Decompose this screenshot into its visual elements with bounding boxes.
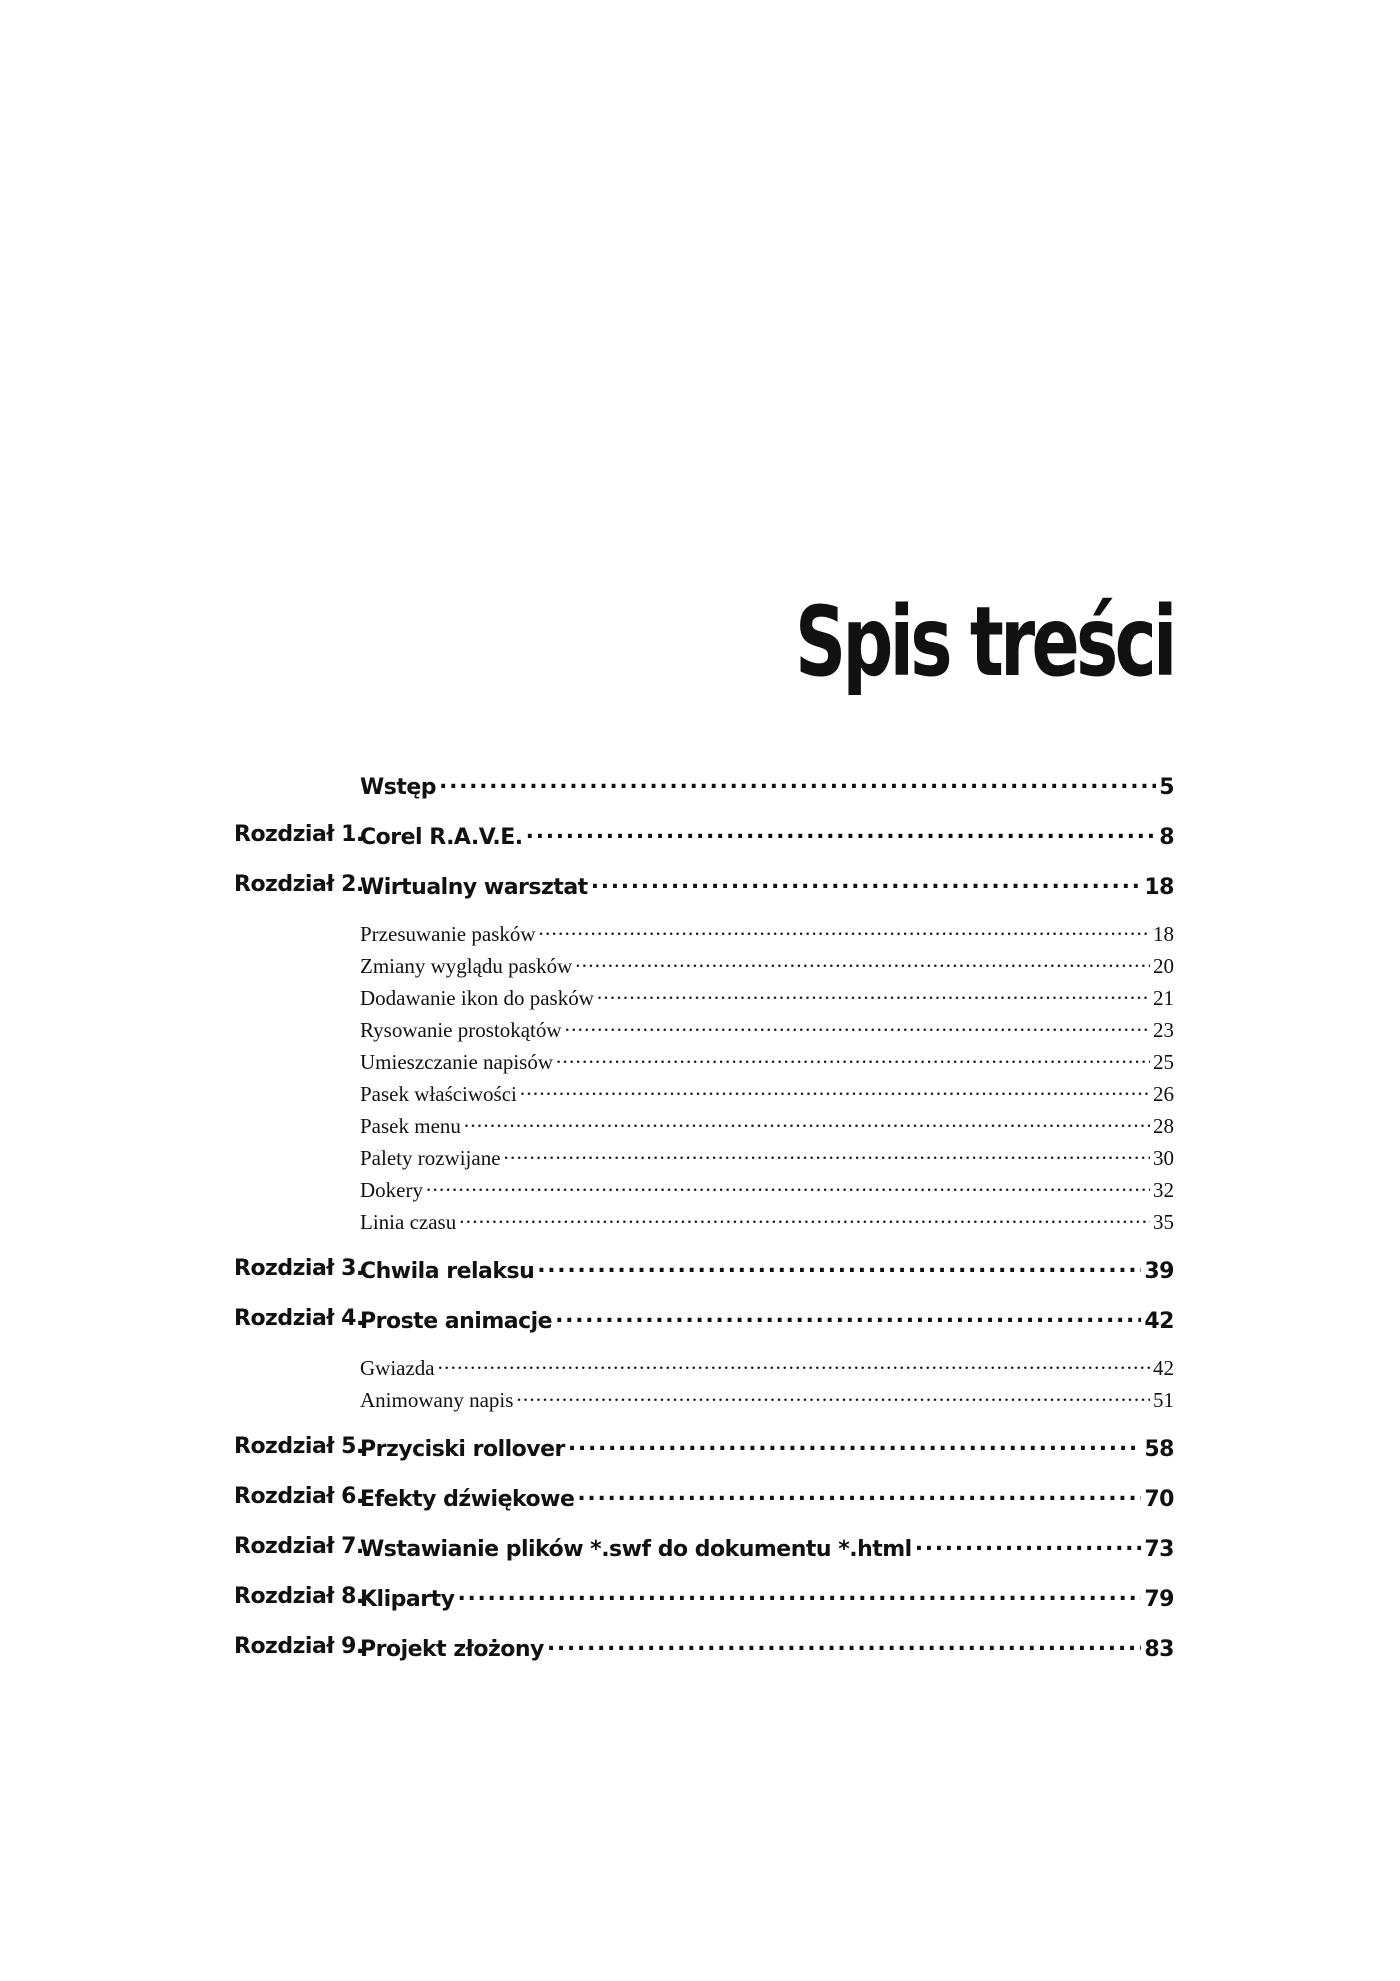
toc-entry-title: Zmiany wyglądu pasków xyxy=(360,954,573,978)
dot-leader xyxy=(520,1080,1150,1101)
toc-page-number: 58 xyxy=(1144,1437,1174,1462)
toc-entry-title: Pasek właściwości xyxy=(360,1082,517,1106)
toc-chapter-number: Rozdział 8. xyxy=(234,1584,364,1609)
toc-page-number: 70 xyxy=(1144,1487,1174,1512)
toc-page-number: 20 xyxy=(1153,954,1174,978)
dot-leader xyxy=(504,1144,1150,1165)
dot-leader xyxy=(597,984,1150,1005)
toc-chapter-entry[interactable] xyxy=(360,1306,1174,1334)
toc-page-number: 30 xyxy=(1153,1146,1174,1170)
toc-page-number: 5 xyxy=(1159,775,1174,800)
toc-section-entry[interactable] xyxy=(360,1386,1174,1413)
toc-chapter-entry[interactable] xyxy=(360,1256,1174,1284)
toc-chapter-number: Rozdział 9. xyxy=(234,1634,364,1659)
dot-leader xyxy=(438,1354,1150,1375)
dot-leader xyxy=(547,1634,1142,1656)
dot-leader xyxy=(526,822,1157,844)
toc-page-number: 42 xyxy=(1144,1309,1174,1334)
toc-section-entry[interactable] xyxy=(360,920,1174,947)
toc-chapter-number: Rozdział 2. xyxy=(234,872,364,897)
toc-page-number: 35 xyxy=(1153,1210,1174,1234)
toc-page-number: 18 xyxy=(1144,875,1174,900)
dot-leader xyxy=(439,772,1156,794)
dot-leader xyxy=(591,872,1142,894)
dot-leader xyxy=(568,1434,1141,1456)
toc-entry-title: Rysowanie prostokątów xyxy=(360,1018,562,1042)
toc-page-number: 25 xyxy=(1153,1050,1174,1074)
dot-leader xyxy=(457,1584,1141,1606)
dot-leader xyxy=(565,1016,1150,1037)
toc-entry-title: Przesuwanie pasków xyxy=(360,922,536,946)
toc-section-entry[interactable] xyxy=(360,1144,1174,1171)
toc-chapter-entry[interactable] xyxy=(360,872,1174,900)
toc-chapter-entry[interactable] xyxy=(360,1534,1174,1562)
toc-entry-title: Corel R.A.V.E. xyxy=(360,825,523,850)
toc-chapter-number: Rozdział 5. xyxy=(234,1434,364,1459)
dot-leader xyxy=(426,1176,1150,1197)
dot-leader xyxy=(915,1534,1142,1556)
toc-chapter-entry[interactable] xyxy=(360,1634,1174,1662)
dot-leader xyxy=(556,1048,1150,1069)
toc-entry-title: Umieszczanie napisów xyxy=(360,1050,554,1074)
dot-leader xyxy=(539,920,1150,941)
toc-page-number: 8 xyxy=(1159,825,1174,850)
toc-page-number: 26 xyxy=(1153,1082,1174,1106)
page-title: Spis treści xyxy=(795,586,1174,698)
toc-page-number: 32 xyxy=(1153,1178,1174,1202)
toc-entry-title: Efekty dźwiękowe xyxy=(360,1487,575,1512)
toc-chapter-number: Rozdział 3. xyxy=(234,1256,364,1281)
toc-chapter-entry[interactable] xyxy=(360,1434,1174,1462)
toc-chapter-number: Rozdział 6. xyxy=(234,1484,364,1509)
dot-leader xyxy=(516,1386,1150,1407)
toc-entry-title: Chwila relaksu xyxy=(360,1259,535,1284)
dot-leader xyxy=(464,1112,1150,1133)
dot-leader xyxy=(575,952,1150,973)
toc-page-number: 42 xyxy=(1153,1356,1174,1380)
toc-entry-title: Dokery xyxy=(360,1178,423,1202)
toc-section-entry[interactable] xyxy=(360,1112,1174,1139)
toc-entry-title: Wstawianie plików *.swf do dokumentu *.html xyxy=(360,1537,912,1562)
toc-page-number: 18 xyxy=(1153,922,1174,946)
toc-chapter-entry[interactable] xyxy=(360,1484,1174,1512)
toc-entry-title: Linia czasu xyxy=(360,1210,457,1234)
toc-chapter-number: Rozdział 1. xyxy=(234,822,364,847)
toc-entry-title: Wstęp xyxy=(360,775,437,800)
toc-entry-title: Dodawanie ikon do pasków xyxy=(360,986,594,1010)
toc-entry-title: Wirtualny warsztat xyxy=(360,875,588,900)
toc-section-entry[interactable] xyxy=(360,1354,1174,1381)
toc-page-number: 83 xyxy=(1144,1637,1174,1662)
toc-entry-title: Projekt złożony xyxy=(360,1637,544,1662)
toc-entry-title: Proste animacje xyxy=(360,1309,553,1334)
toc-section-entry[interactable] xyxy=(360,952,1174,979)
toc-page-number: 39 xyxy=(1144,1259,1174,1284)
toc-chapter-entry[interactable] xyxy=(360,822,1174,850)
toc-page-number: 28 xyxy=(1153,1114,1174,1138)
toc-page-number: 23 xyxy=(1153,1018,1174,1042)
dot-leader xyxy=(537,1256,1141,1278)
toc-chapter-entry[interactable] xyxy=(360,1584,1174,1612)
dot-leader xyxy=(459,1208,1150,1229)
dot-leader xyxy=(577,1484,1141,1506)
toc-entry-title: Animowany napis xyxy=(360,1388,514,1412)
toc-entry-title: Kliparty xyxy=(360,1587,455,1612)
toc-chapter-entry[interactable] xyxy=(360,772,1174,800)
toc-section-entry[interactable] xyxy=(360,1176,1174,1203)
toc-section-entry[interactable] xyxy=(360,1080,1174,1107)
toc-entry-title: Przyciski rollover xyxy=(360,1437,565,1462)
toc-page-number: 73 xyxy=(1144,1537,1174,1562)
toc-chapter-number: Rozdział 4. xyxy=(234,1306,364,1331)
toc-section-entry[interactable] xyxy=(360,1048,1174,1075)
toc-entry-title: Gwiazda xyxy=(360,1356,435,1380)
toc-section-entry[interactable] xyxy=(360,1208,1174,1235)
toc-page-number: 21 xyxy=(1153,986,1174,1010)
toc-entry-title: Pasek menu xyxy=(360,1114,461,1138)
toc-entry-title: Palety rozwijane xyxy=(360,1146,501,1170)
toc-chapter-number: Rozdział 7. xyxy=(234,1534,364,1559)
toc-page-number: 79 xyxy=(1144,1587,1174,1612)
dot-leader xyxy=(555,1306,1141,1328)
toc-section-entry[interactable] xyxy=(360,1016,1174,1043)
toc-page-number: 51 xyxy=(1153,1388,1174,1412)
toc-section-entry[interactable] xyxy=(360,984,1174,1011)
